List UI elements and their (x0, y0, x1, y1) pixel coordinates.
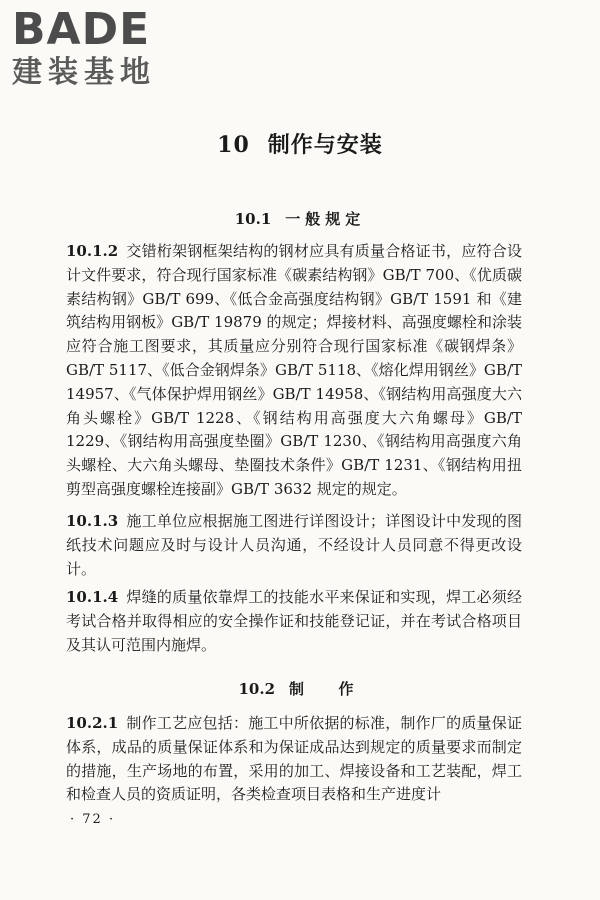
clause-10-1-4 (66, 586, 522, 657)
section-number: 10.2 (238, 680, 276, 698)
clause-text: 焊缝的质量依靠焊工的技能水平来保证和实现，焊工必须经考试合格并取得相应的安全操作证和技能登记证，并在考试合格项目及其认可范围内施焊。 (66, 588, 522, 654)
clause-text: 交错桁架钢框架结构的钢材应具有质量合格证书，应符合设计文件要求，符合现行国家标准《碳素结构钢》GB/T 700、《优质碳素结构钢》GB/T 699、《低合金高强度结构钢》GB/T 1591 和《建筑结构用钢板》GB/T 19879 的规定；焊接材料、高强度螺栓和涂装应符合施工图要求，其质量应分别符合现行国家标准《碳钢焊条》GB/T 5117、《低合金钢焊条》GB/T 5118、《熔化焊用钢丝》GB/T 14957、《气体保护焊用钢丝》GB/T 14958、《钢结构用高强度大六角头螺栓》GB/T 1228、《钢结构用高强度大六角螺母》GB/T 1229、《钢结构用高强度垫圈》GB/T 1230、《钢结构用高强度六角头螺栓、大六角头螺母、垫圈技术条件》GB/T 1231、《钢结构用扭剪型高强度螺栓连接副》GB/T 3632 规定的规定。 (66, 242, 522, 498)
chapter-number: 10 (217, 132, 250, 158)
clause-number: 10.2.1 (66, 714, 119, 732)
section-title-10-1 (0, 208, 600, 229)
page-number: · 72 · (70, 812, 116, 827)
section-title-10-2 (0, 678, 600, 699)
clause-number: 10.1.2 (66, 242, 119, 260)
chapter-title-text: 制作与安装 (267, 132, 383, 158)
clause-text: 施工单位应根据施工图进行详图设计；详图设计中发现的图纸技术问题应及时与设计人员沟通，不经设计人员同意不得更改设计。 (66, 512, 522, 578)
section-title-text: 制 作 (289, 680, 362, 698)
section-number: 10.1 (234, 210, 272, 228)
clause-10-1-2 (66, 240, 522, 502)
clause-10-2-1 (66, 712, 522, 807)
clause-text: 制作工艺应包括：施工中所依据的标准，制作厂的质量保证体系，成品的质量保证体系和为保证成品达到规定的质量要求而制定的措施，生产场地的布置，采用的加工、焊接设备和工艺装配，焊工和检查人员的资质证明，各类检查项目表格和生产进度计 (66, 714, 522, 804)
logo-title: BADE (12, 4, 151, 55)
clause-number: 10.1.3 (66, 512, 119, 530)
logo-subtitle: 建装基地 (12, 55, 156, 90)
clause-10-1-3 (66, 510, 522, 581)
section-title-text: 一般规定 (285, 210, 366, 228)
publisher-logo (12, 6, 156, 90)
clause-number: 10.1.4 (66, 588, 119, 606)
chapter-title (0, 128, 600, 159)
